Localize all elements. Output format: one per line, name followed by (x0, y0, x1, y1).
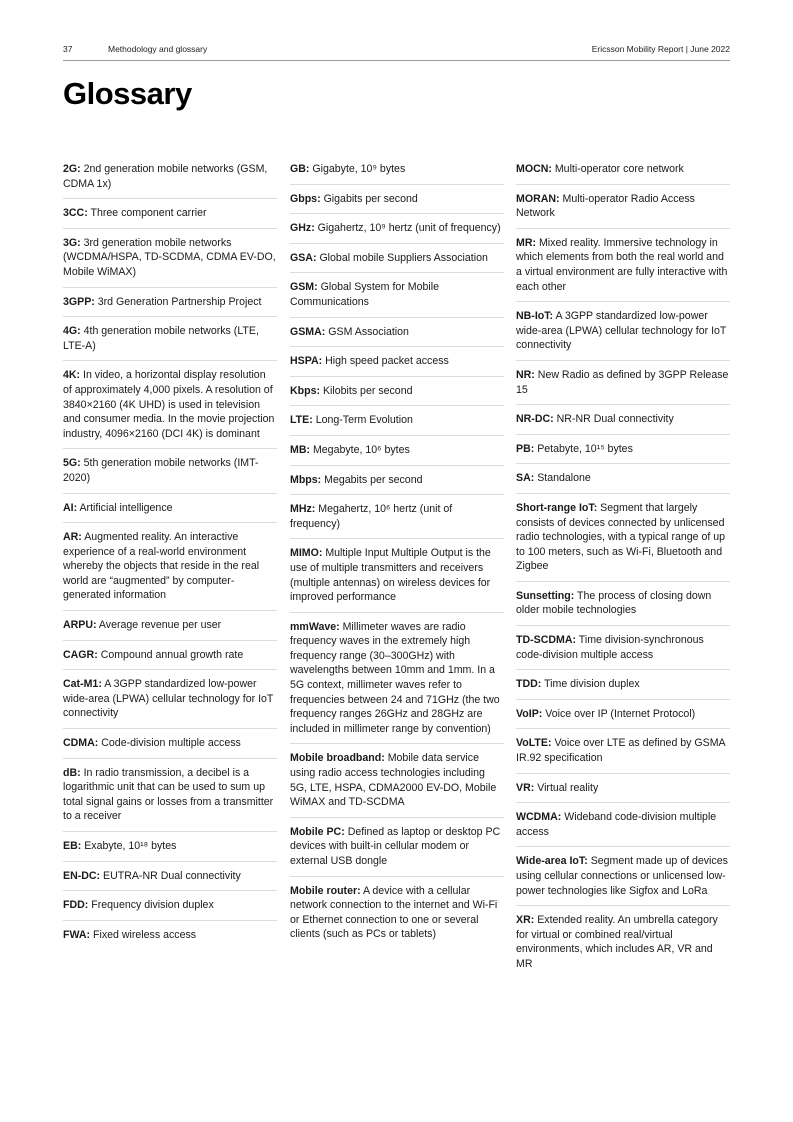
glossary-entry (63, 670, 277, 729)
glossary-entry (63, 317, 277, 361)
glossary-entry (63, 155, 277, 199)
glossary-term: Mobile PC: (290, 825, 345, 838)
glossary-entry (63, 449, 277, 493)
glossary-definition: Time division duplex (544, 678, 640, 691)
glossary-term: Sunsetting: (516, 589, 575, 602)
glossary-term: EB: (63, 840, 82, 852)
glossary-entry (290, 495, 504, 539)
glossary-definition: Segment that largely consists of devices connected by unlicensed radio technologies, with a typical range of up to 100 meters, such as Wi-Fi, Bluetooth and Zigbee (516, 501, 726, 573)
glossary-entry (516, 405, 730, 435)
glossary-term: ARPU: (63, 619, 97, 632)
glossary-entry (63, 832, 277, 862)
glossary-definition: Mobile data service using radio access technologies including 5G, LTE, HSPA, CDMA2000 EV-DO, Mobile WiMAX and TD-SCDMA (290, 752, 497, 809)
glossary-entry (516, 700, 730, 730)
glossary-definition: 5th generation mobile networks (IMT-2020) (63, 457, 259, 484)
glossary-term: MIMO: (290, 547, 323, 560)
glossary-term: LTE: (290, 414, 313, 427)
glossary-definition: Megabits per second (324, 473, 423, 486)
glossary-entry (63, 891, 277, 921)
glossary-entry (290, 818, 504, 877)
glossary-term: Short-range IoT: (516, 501, 598, 514)
glossary-term: WCDMA: (516, 811, 562, 824)
glossary-entry (63, 288, 277, 318)
glossary-definition: Extended reality. An umbrella category for virtual or combined real/virtual environments, which includes AR, VR and MR (516, 914, 718, 970)
glossary-definition: High speed packet access (325, 355, 449, 368)
glossary-entry (63, 611, 277, 641)
glossary-entry (516, 729, 730, 773)
glossary-definition: Gigabits per second (323, 192, 418, 205)
glossary-term: 3G: (63, 236, 81, 249)
glossary-term: Wide-area IoT: (516, 855, 588, 868)
glossary-entry (516, 847, 730, 906)
glossary-entry (516, 464, 730, 494)
glossary-term: 4G: (63, 325, 81, 338)
glossary-entry (63, 759, 277, 832)
glossary-term: CDMA: (63, 737, 99, 750)
glossary-entry (290, 273, 504, 317)
glossary-entry (516, 626, 730, 670)
glossary-term: Kbps: (290, 384, 321, 397)
glossary-term: NR-DC: (516, 413, 554, 426)
glossary-term: 5G: (63, 457, 81, 470)
glossary-term: TD-SCDMA: (516, 634, 577, 647)
glossary-term: SA: (516, 472, 535, 485)
glossary-column-1 (63, 155, 277, 949)
glossary-term: VoLTE: (516, 737, 552, 750)
glossary-entry (63, 361, 277, 449)
glossary-entry (516, 803, 730, 847)
glossary-entry (63, 229, 277, 288)
glossary-entry (63, 199, 277, 229)
glossary-entry (290, 155, 504, 185)
glossary-entry (63, 523, 277, 611)
section-title: Methodology and glossary (108, 44, 208, 54)
glossary-entry (516, 361, 730, 405)
glossary-term: TDD: (516, 678, 542, 691)
report-title: Ericsson Mobility Report | June 2022 (591, 44, 730, 54)
glossary-term: MR: (516, 236, 537, 249)
glossary-definition: Code-division multiple access (101, 737, 241, 750)
glossary-definition: A device with a cellular network connection to the internet and Wi-Fi or Ethernet connection to one or several clients (such as PCs or tablets) (290, 884, 498, 941)
glossary-definition: EUTRA-NR Dual connectivity (103, 869, 241, 882)
glossary-entry (290, 613, 504, 745)
glossary-entry (516, 302, 730, 361)
glossary-column-3 (516, 155, 730, 979)
glossary-entry (290, 377, 504, 407)
glossary-definition: Three component carrier (90, 207, 207, 220)
glossary-definition: In radio transmission, a decibel is a logarithmic unit that can be used to sum up total signal gains or losses from a transmitter to a receiver (63, 766, 274, 823)
glossary-entry (290, 466, 504, 496)
glossary-entry (290, 347, 504, 377)
glossary-definition: Augmented reality. An interactive experience of a real-world environment whereby the objects that reside in the real world are “augmented” by computer-generated information (63, 531, 260, 602)
glossary-entry (516, 494, 730, 582)
glossary-entry (516, 582, 730, 626)
glossary-term: 2G: (63, 163, 81, 175)
glossary-entry (290, 744, 504, 817)
glossary-term: PB: (516, 442, 535, 455)
glossary-term: MOCN: (516, 163, 552, 175)
glossary-entry (516, 435, 730, 465)
glossary-term: VoIP: (516, 707, 543, 720)
glossary-definition: Kilobits per second (322, 384, 413, 397)
glossary-definition: Long-Term Evolution (315, 414, 413, 427)
glossary-term: MB: (290, 443, 311, 456)
glossary-entry (290, 406, 504, 436)
glossary-definition: 3rd generation mobile networks (WCDMA/HSPA, TD-SCDMA, CDMA EV-DO, Mobile WiMAX) (63, 236, 276, 278)
glossary-term: FDD: (63, 899, 89, 912)
glossary-definition: 2nd generation mobile networks (GSM, CDMA 1x) (63, 163, 268, 190)
glossary-definition: Gigabyte, 10⁹ bytes (312, 163, 406, 175)
glossary-definition: Exabyte, 10¹⁸ bytes (84, 840, 177, 852)
glossary-entry (63, 921, 277, 950)
glossary-definition: Artificial intelligence (79, 501, 173, 514)
glossary-entry (290, 244, 504, 274)
glossary-term: GHz: (290, 222, 315, 235)
glossary-entry (63, 729, 277, 759)
glossary-term: GSA: (290, 251, 317, 264)
glossary-term: 4K: (63, 369, 81, 382)
glossary-definition: 4th generation mobile networks (LTE, LTE-A) (63, 325, 259, 352)
glossary-definition: Voice over LTE as defined by GSMA IR.92 specification (516, 737, 726, 765)
glossary-term: EN-DC: (63, 869, 101, 882)
glossary-definition: New Radio as defined by 3GPP Release 15 (516, 368, 729, 396)
glossary-definition: Segment made up of devices using cellular connections or unlicensed low-power technologies like Sigfox and LoRa (516, 855, 728, 897)
glossary-definition: Multi-operator Radio Access Network (516, 192, 695, 220)
glossary-term: NB-IoT: (516, 310, 554, 323)
glossary-term: GSMA: (290, 325, 326, 338)
glossary-definition: Defined as laptop or desktop PC devices with built-in cellular modem or external USB dongle (290, 825, 501, 867)
glossary-term: mmWave: (290, 620, 340, 633)
glossary-definition: Virtual reality (537, 781, 599, 794)
glossary-entry (290, 318, 504, 348)
glossary-entry (516, 185, 730, 229)
glossary-definition: The process of closing down older mobile technologies (516, 589, 712, 617)
glossary-definition: Standalone (537, 472, 591, 485)
glossary-term: AR: (63, 531, 82, 544)
glossary-term: AI: (63, 501, 78, 514)
glossary-term: 3CC: (63, 207, 88, 220)
glossary-term: Gbps: (290, 192, 321, 205)
glossary-definition: GSM Association (328, 325, 409, 338)
glossary-definition: Mixed reality. Immersive technology in which elements from both the real world and a virtual environment are fully interactive with each other (516, 236, 728, 293)
glossary-term: MHz: (290, 503, 316, 516)
glossary-definition: Multiple Input Multiple Output is the use of multiple transmitters and receivers (multiple antennas) on wireless devices for improved performance (290, 547, 491, 604)
glossary-entry (516, 774, 730, 804)
glossary-definition: Frequency division duplex (91, 899, 214, 912)
glossary-definition: 3rd Generation Partnership Project (97, 295, 262, 308)
glossary-entry (63, 494, 277, 524)
page-header (63, 43, 730, 61)
glossary-definition: Millimeter waves are radio frequency waves in the extremely high frequency range (30–300GHz) with wavelengths between 10mm and 1mm. In a 5G context, millimeter waves refer to frequencies between 24 and 71GHz (the two frequency ranges 26GHz and 28GHz are included in millimeter range by convention) (290, 620, 500, 735)
glossary-definition: Petabyte, 10¹⁵ bytes (537, 442, 633, 455)
glossary-term: HSPA: (290, 355, 323, 368)
glossary-entry (63, 862, 277, 892)
glossary-definition: A 3GPP standardized low-power wide-area (LPWA) cellular technology for IoT connectivity (63, 678, 274, 720)
glossary-term: 3GPP: (63, 295, 95, 308)
glossary-definition: Average revenue per user (98, 619, 222, 632)
glossary-entry (290, 877, 504, 949)
glossary-definition: Multi-operator core network (554, 163, 684, 175)
glossary-term: CAGR: (63, 648, 98, 661)
glossary-term: VR: (516, 781, 535, 794)
glossary-term: GSM: (290, 281, 318, 294)
glossary-term: NR: (516, 368, 535, 381)
glossary-definition: Gigahertz, 10⁹ hertz (unit of frequency) (317, 222, 501, 235)
glossary-term: MORAN: (516, 192, 560, 205)
glossary-definition: Compound annual growth rate (100, 648, 244, 661)
glossary-definition: Global System for Mobile Communications (290, 281, 439, 308)
glossary-term: Mbps: (290, 473, 322, 486)
page-title: Glossary (63, 76, 192, 111)
glossary-definition: Megahertz, 10⁶ hertz (unit of frequency) (290, 503, 453, 530)
glossary-term: dB: (63, 766, 81, 779)
glossary-definition: In video, a horizontal display resolution of approximately 4,000 pixels. A resolution of 3840×2160 (4K UHD) is used in television and consumer media. In the movie projection industry, 4096×2160 (DCI 4K) is dominant (63, 369, 275, 440)
glossary-definition: Fixed wireless access (93, 928, 197, 941)
glossary-term: Mobile broadband: (290, 752, 385, 765)
glossary-entry (516, 670, 730, 700)
glossary-entry (290, 185, 504, 215)
glossary-entry (516, 906, 730, 978)
page-number: 37 (63, 44, 73, 54)
glossary-definition: NR-NR Dual connectivity (556, 413, 674, 426)
glossary-definition: Global mobile Suppliers Association (319, 251, 488, 264)
glossary-definition: Wideband code-division multiple access (516, 811, 717, 838)
glossary-entry (290, 214, 504, 244)
glossary-entry (290, 539, 504, 612)
glossary-definition: Voice over IP (Internet Protocol) (545, 707, 696, 720)
glossary-entry (290, 436, 504, 466)
glossary-entry (516, 155, 730, 185)
glossary-term: FWA: (63, 928, 91, 941)
glossary-definition: A 3GPP standardized low-power wide-area (LPWA) cellular technology for IoT connectivity (516, 310, 727, 352)
glossary-term: GB: (290, 163, 310, 175)
glossary-entry (516, 229, 730, 302)
glossary-term: Mobile router: (290, 884, 361, 897)
glossary-term: Cat-M1: (63, 678, 102, 691)
glossary-definition: Time division-synchronous code-division multiple access (516, 634, 704, 661)
glossary-column-2 (290, 155, 504, 949)
glossary-entry (63, 641, 277, 671)
glossary-term: XR: (516, 914, 535, 927)
glossary-definition: Megabyte, 10⁶ bytes (312, 443, 410, 456)
